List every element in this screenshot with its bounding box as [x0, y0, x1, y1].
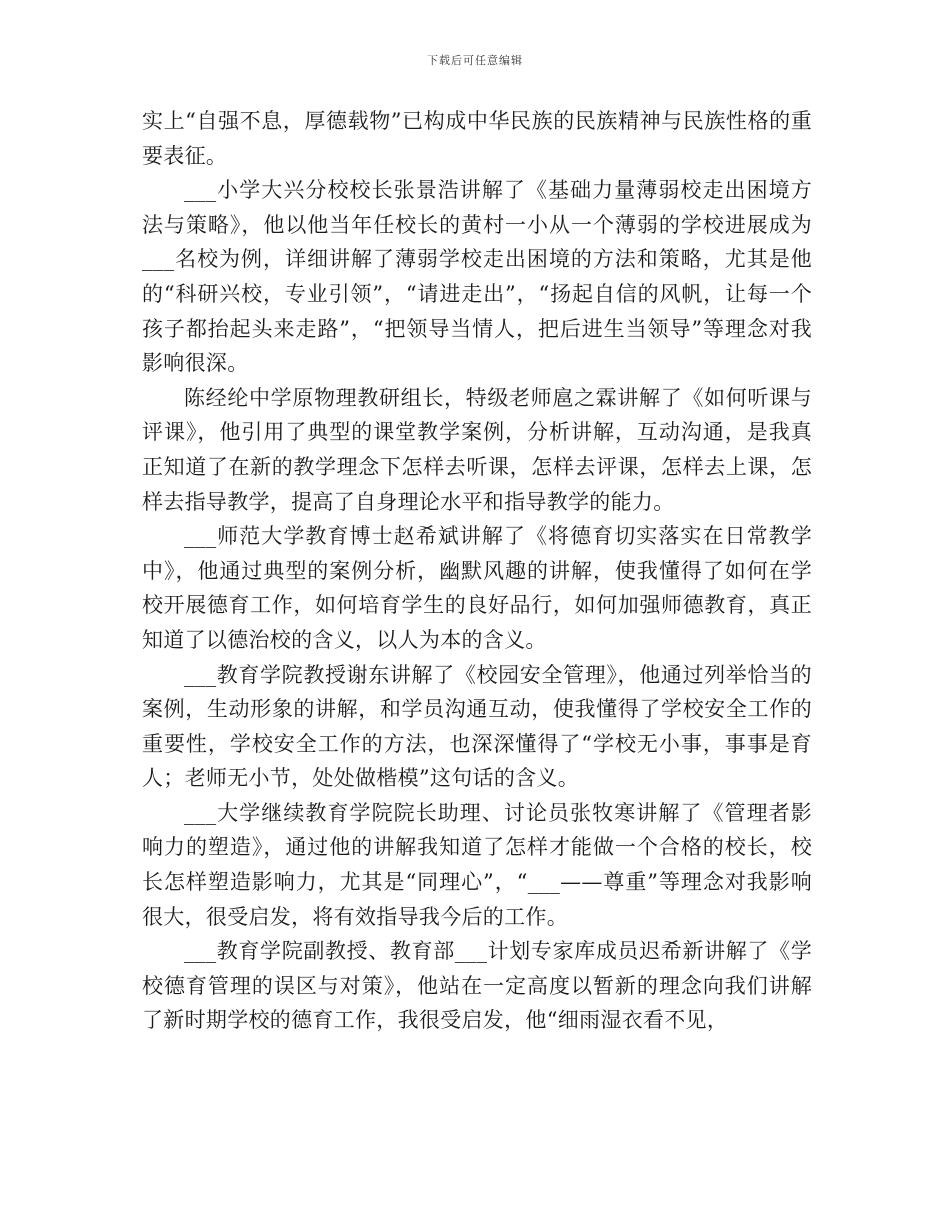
- paragraph-1: 实上“自强不息，厚德载物”已构成中华民族的民族精神与民族性格的重要表征。: [142, 109, 812, 168]
- paragraph-6: ___大学继续教育学院院长助理、讨论员张牧寒讲解了《管理者影响力的塑造》，通过他的讲解我知道了怎样才能做一个合格的校长，校长怎样塑造影响力，尤其是“同理心”，“___——尊重”等理念对我影响很大，很受启发，将有效指导我今后的工作。: [142, 800, 813, 929]
- paragraph-4: ___师范大学教育博士赵希斌讲解了《将德育切实落实在日常教学中》，他通过典型的案例分析，幽默风趣的讲解，使我懂得了如何在学校开展德育工作，如何培育学生的良好品行，如何加强师德教育，真正知道了以德治校的含义，以人为本的含义。: [142, 524, 812, 652]
- paragraph-7: ___教育学院副教授、教育部___计划专家库成员迟希新讲解了《学校德育管理的误区与对策》，他站在一定高度以暂新的理念向我们讲解了新时期学校的德育工作，我很受启发，他“细雨湿衣看不见，: [142, 939, 812, 1033]
- paragraph-2: ___小学大兴分校校长张景浩讲解了《基础力量薄弱校走出困境方法与策略》，他以他当年任校长的黄村一小从一个薄弱的学校进展成为___名校为例，详细讲解了薄弱学校走出困境的方法和策略，尤其是他的“科研兴校，专业引领”，“请进走出”，“扬起自信的风帆，让每一个孩子都抬起头来走路”，“把领导当情人，把后进生当领导”等理念对我影响很深。: [142, 178, 812, 376]
- paragraph-5: ___教育学院教授谢东讲解了《校园安全管理》，他通过列举恰当的案例，生动形象的讲解，和学员沟通互动，使我懂得了学校安全工作的重要性，学校安全工作的方法，也深深懂得了“学校无小事，事事是育人；老师无小节，处处做楷模”这句话的含义。: [142, 662, 812, 791]
- document-body: [142, 104, 812, 1038]
- paragraph-3: 陈经纶中学原物理教研组长，特级老师扈之霖讲解了《如何听课与评课》，他引用了典型的课堂教学案例，分析讲解，互动沟通，是我真正知道了在新的教学理念下怎样去听课，怎样去评课，怎样去上课，怎样去指导教学，提高了自身理论水平和指导教学的能力。: [142, 385, 812, 514]
- page-header: 下载后可任意编辑: [427, 54, 523, 67]
